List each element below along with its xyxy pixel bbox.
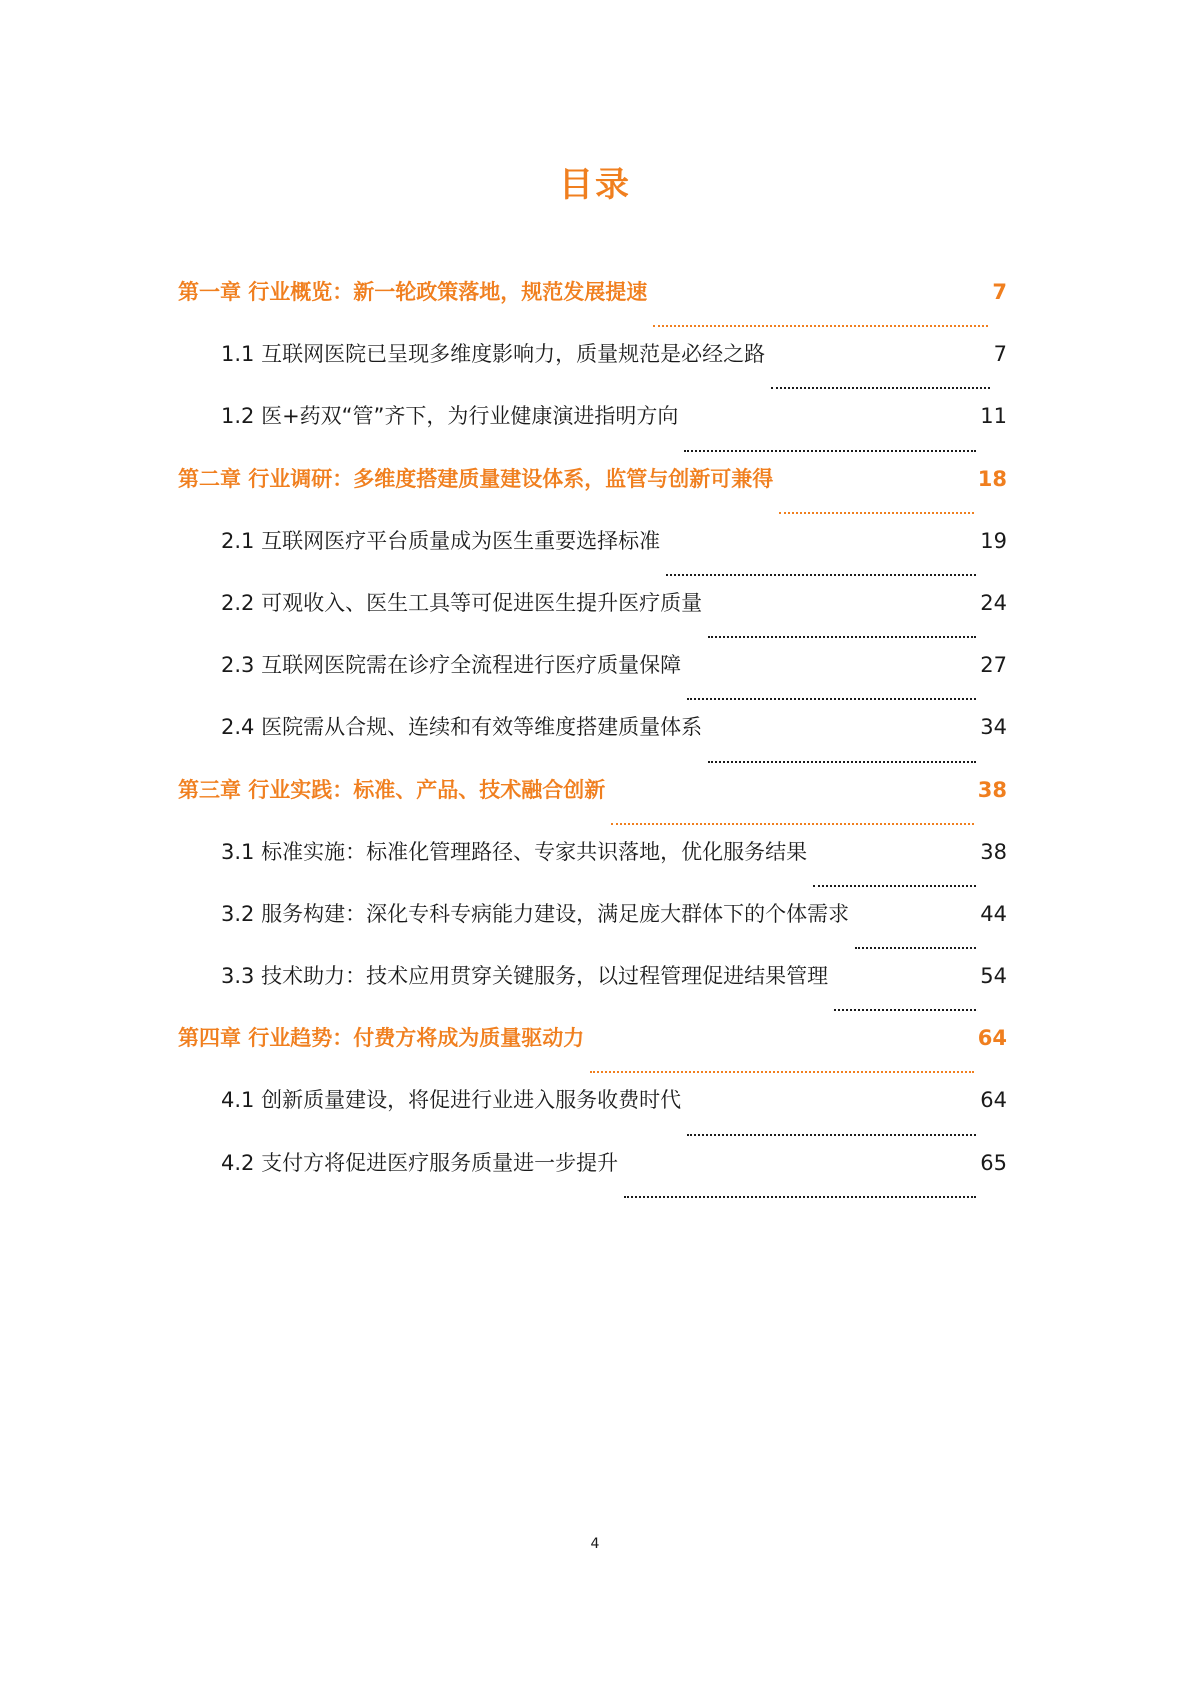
toc-entry-title: 4.2 支付方将促进医疗服务质量进一步提升	[221, 1150, 619, 1175]
toc-entry-page-number: 24	[980, 590, 1007, 615]
toc-section-entry[interactable]	[178, 527, 1007, 589]
toc-entry-title: 2.4 医院需从合规、连续和有效等维度搭建质量体系	[221, 715, 703, 740]
toc-section-entry[interactable]	[178, 402, 1007, 464]
toc-entry-page-number: 19	[980, 528, 1007, 553]
toc-entry-title: 2.3 互联网医院需在诊疗全流程进行医疗质量保障	[221, 653, 682, 678]
toc-section-entry[interactable]	[178, 1086, 1007, 1148]
dot-leader	[771, 387, 990, 389]
toc-entry-page-number: 18	[977, 466, 1007, 491]
toc-entry-page-number: 64	[977, 1026, 1007, 1051]
dot-leader	[687, 1134, 976, 1136]
toc-section-entry[interactable]	[178, 651, 1007, 713]
dot-leader	[813, 885, 976, 887]
toc-section-entry[interactable]	[178, 713, 1007, 775]
toc-entry-title: 3.2 服务构建：深化专科专病能力建设，满足庞大群体下的个体需求	[221, 901, 850, 926]
toc-section-entry[interactable]	[178, 1149, 1007, 1211]
table-of-contents	[178, 278, 1007, 1211]
toc-chapter-entry[interactable]	[178, 776, 1007, 838]
dot-leader	[708, 761, 976, 763]
toc-section-entry[interactable]	[178, 900, 1007, 962]
toc-entry-page-number: 27	[980, 653, 1007, 678]
toc-entry-title: 2.1 互联网医疗平台质量成为医生重要选择标准	[221, 528, 661, 553]
toc-entry-title: 第二章 行业调研：多维度搭建质量建设体系，监管与创新可兼得	[178, 466, 774, 491]
toc-section-entry[interactable]	[178, 962, 1007, 1024]
dot-leader	[590, 1071, 973, 1073]
dot-leader	[779, 512, 973, 514]
dot-leader	[708, 636, 976, 638]
toc-chapter-entry[interactable]	[178, 465, 1007, 527]
toc-section-entry[interactable]	[178, 838, 1007, 900]
toc-entry-page-number: 11	[980, 404, 1007, 429]
toc-entry-page-number: 7	[993, 342, 1007, 367]
dot-leader	[684, 450, 976, 452]
toc-entry-page-number: 38	[980, 839, 1007, 864]
toc-entry-title: 3.1 标准实施：标准化管理路径、专家共识落地，优化服务结果	[221, 839, 808, 864]
toc-entry-title: 1.2 医+药双“管”齐下，为行业健康演进指明方向	[221, 404, 679, 429]
toc-entry-title: 2.2 可观收入、医生工具等可促进医生提升医疗质量	[221, 590, 703, 615]
dot-leader	[611, 823, 973, 825]
page-title: 目录	[559, 165, 631, 205]
toc-entry-title: 第三章 行业实践：标准、产品、技术融合创新	[178, 777, 606, 802]
dot-leader	[834, 1009, 976, 1011]
toc-entry-page-number: 44	[980, 901, 1007, 926]
toc-entry-title: 第一章 行业概览：新一轮政策落地，规范发展提速	[178, 280, 648, 304]
toc-section-entry[interactable]	[178, 340, 1007, 402]
toc-section-entry[interactable]	[178, 589, 1007, 651]
dot-leader	[666, 574, 976, 576]
toc-entry-page-number: 64	[980, 1088, 1007, 1113]
toc-entry-page-number: 34	[980, 715, 1007, 740]
toc-entry-page-number: 38	[977, 777, 1007, 802]
dot-leader	[855, 947, 976, 949]
dot-leader	[624, 1196, 976, 1198]
toc-entry-page-number: 54	[980, 964, 1007, 989]
dot-leader	[653, 325, 988, 327]
toc-entry-title: 4.1 创新质量建设，将促进行业进入服务收费时代	[221, 1088, 682, 1113]
toc-entry-title: 1.1 互联网医院已呈现多维度影响力，质量规范是必经之路	[221, 342, 766, 367]
page-number: 4	[590, 1536, 600, 1552]
toc-entry-page-number: 65	[980, 1150, 1007, 1175]
toc-chapter-entry[interactable]	[178, 278, 1007, 340]
toc-entry-title: 3.3 技术助力：技术应用贯穿关键服务，以过程管理促进结果管理	[221, 964, 829, 989]
toc-entry-page-number: 7	[992, 280, 1007, 304]
dot-leader	[687, 698, 976, 700]
toc-entry-title: 第四章 行业趋势：付费方将成为质量驱动力	[178, 1026, 585, 1051]
toc-chapter-entry[interactable]	[178, 1024, 1007, 1086]
